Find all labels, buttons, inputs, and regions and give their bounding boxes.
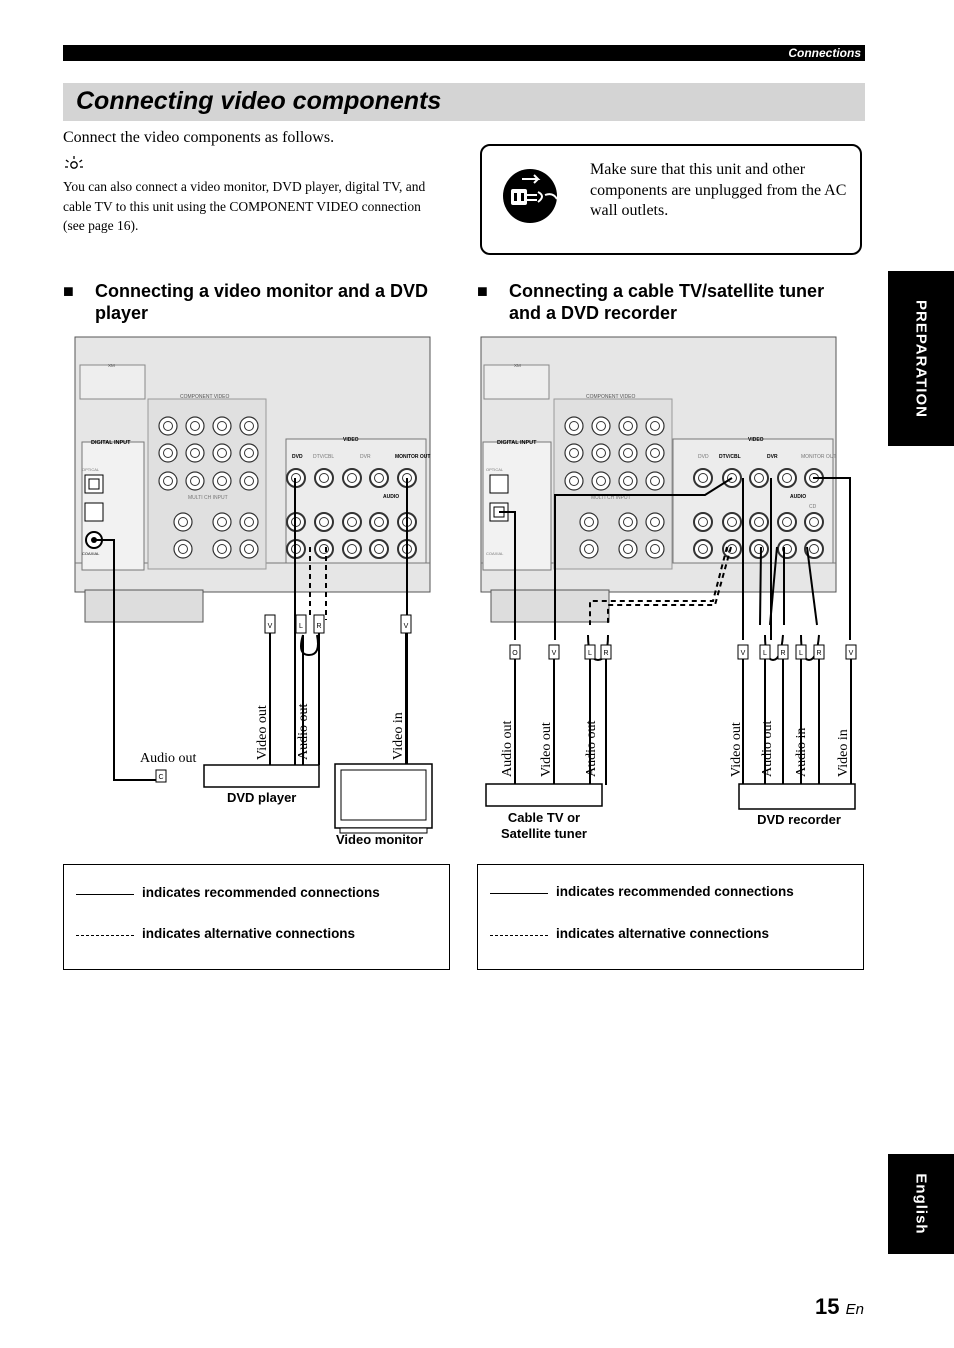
intro-text: Connect the video components as follows. (63, 129, 335, 146)
rca-jack (592, 444, 610, 462)
rca-jack (694, 540, 712, 558)
panel-label-dvr: DVR (767, 454, 778, 460)
plug-label: L (799, 650, 803, 657)
plug-label: L (763, 650, 767, 657)
header-section-label: Connections (788, 46, 861, 60)
rca-jack (213, 444, 231, 462)
plug-label: C (158, 774, 164, 781)
rca-jack (240, 444, 258, 462)
rca-jack (778, 469, 796, 487)
panel-label-monitor-out: MONITOR OUT (395, 454, 431, 460)
panel-label-video: VIDEO (343, 437, 359, 443)
rca-jack (186, 472, 204, 490)
rca-jack (723, 513, 741, 531)
panel-label-component-video: COMPONENT VIDEO (586, 394, 636, 400)
rca-jack (646, 472, 664, 490)
panel-label-xm: XM (108, 363, 115, 368)
plug-label: R (780, 650, 786, 657)
solid-line-icon (490, 893, 548, 894)
rca-jack (565, 472, 583, 490)
rca-jack (240, 513, 258, 531)
receiver-rear-panel (75, 337, 430, 622)
panel-label-optical: OPTICAL (486, 467, 504, 472)
rca-jack (159, 417, 177, 435)
rca-jack (694, 513, 712, 531)
panel-label-audio: AUDIO (383, 494, 400, 500)
rca-jack (805, 513, 823, 531)
rca-jack (750, 540, 768, 558)
panel-label-dtv-cbl: DTV/CBL (719, 454, 741, 460)
plug-label: V (848, 650, 854, 657)
rca-jack (213, 417, 231, 435)
plug-label: L (299, 623, 303, 630)
sidetab-preparation: PREPARATION (888, 271, 954, 446)
rca-jack (315, 540, 333, 558)
rca-jack (186, 444, 204, 462)
rca-jack (646, 513, 664, 531)
rca-jack (778, 540, 796, 558)
rca-jack (750, 469, 768, 487)
label-video-in: Video in (836, 729, 851, 777)
label-audio-out: Audio out (500, 720, 515, 777)
label-audio-in: Audio in (794, 727, 809, 777)
label-dvd-recorder: DVD recorder (757, 812, 841, 827)
panel-label-dvr: DVR (360, 454, 371, 460)
rca-jack (343, 469, 361, 487)
dashed-line-icon (76, 935, 134, 936)
panel-label-dvd: DVD (292, 454, 303, 460)
label-satellite-tuner: Satellite tuner (501, 826, 587, 841)
title-bar (63, 83, 865, 121)
label-video-out: Video out (539, 722, 554, 777)
panel-label-audio: AUDIO (790, 494, 807, 500)
rca-jack (694, 469, 712, 487)
rca-jack (592, 472, 610, 490)
rca-jack (750, 513, 768, 531)
rca-jack (778, 513, 796, 531)
unplug-icon (500, 165, 562, 227)
rca-jack (580, 540, 598, 558)
rca-jack (343, 513, 361, 531)
panel-label-video: VIDEO (748, 437, 764, 443)
rca-jack (565, 444, 583, 462)
rca-jack (315, 513, 333, 531)
square-bullet-icon: ■ (63, 281, 74, 301)
rca-jack (646, 417, 664, 435)
dvd-player-device (204, 765, 319, 787)
diagram-cable-tv-dvd-recorder (470, 335, 870, 855)
plug-label: O (512, 650, 518, 657)
label-cable-tv: Cable TV or (507, 810, 581, 825)
header-bar (63, 45, 865, 61)
plug-label: R (316, 623, 322, 630)
panel-label-multi-ch: MULTI CH INPUT (591, 495, 631, 501)
rca-jack (159, 444, 177, 462)
plug-label: V (267, 623, 273, 630)
label-audio-out-2: Audio out (584, 720, 599, 777)
lightbulb-tip-icon (64, 155, 84, 173)
rca-jack (619, 417, 637, 435)
rca-jack (213, 513, 231, 531)
plug-label: V (551, 650, 557, 657)
panel-label-coaxial: COAXIAL (82, 551, 100, 556)
tip-text: You can also connect a video monitor, DVD player, digital TV, and cable TV to this unit using the COMPONENT VIDEO connection (see page 16). (63, 179, 426, 233)
panel-label-coaxial: COAXIAL (486, 551, 504, 556)
rca-jack (646, 540, 664, 558)
panel-label-monitor-out: MONITOR OUT (801, 454, 837, 460)
plug-label: L (588, 650, 592, 657)
rca-jack (213, 540, 231, 558)
plug-label: V (740, 650, 746, 657)
rca-jack (240, 540, 258, 558)
warning-text: Make sure that this unit and other components are unplugged from the AC wall outlets. (590, 161, 847, 219)
rca-jack (565, 417, 583, 435)
plug-label: V (403, 623, 409, 630)
panel-label-component-video: COMPONENT VIDEO (180, 394, 230, 400)
dvd-recorder-device (739, 784, 855, 809)
sidetab-english: English (888, 1154, 954, 1254)
rca-jack (174, 513, 192, 531)
legend-left: indicates recommended connections indicates alternative connections (63, 864, 450, 970)
panel-label-digital-input: DIGITAL INPUT (91, 440, 131, 446)
panel-label-dtv-cbl: DTV/CBL (313, 454, 335, 460)
label-audio-out: Audio out (140, 751, 197, 766)
rca-jack (592, 417, 610, 435)
rca-jack (159, 472, 177, 490)
panel-label-optical: OPTICAL (82, 467, 100, 472)
rca-jack (619, 472, 637, 490)
section-heading-right: ■ Connecting a cable TV/satellite tuner and a DVD recorder (477, 281, 825, 323)
diagram-monitor-dvd-player (60, 335, 460, 855)
label-video-in: Video in (391, 712, 406, 760)
square-bullet-icon: ■ (477, 281, 488, 301)
rca-jack (240, 417, 258, 435)
rca-jack (619, 513, 637, 531)
rca-jack (240, 472, 258, 490)
rca-jack (646, 444, 664, 462)
rca-jack (370, 469, 388, 487)
page-title: Connecting video components (76, 87, 442, 115)
rca-jack (370, 540, 388, 558)
rca-jack (186, 417, 204, 435)
rca-jack (213, 472, 231, 490)
rca-jack (619, 444, 637, 462)
label-dvd-player: DVD player (227, 790, 297, 805)
label-audio-out-2: Audio out (296, 703, 311, 760)
label-video-out: Video out (255, 705, 270, 760)
rca-jack (174, 540, 192, 558)
page-number: 15 En (815, 1294, 864, 1319)
label-video-monitor: Video monitor (336, 832, 424, 847)
label-video-out-2: Video out (729, 722, 744, 777)
rca-jack (580, 513, 598, 531)
rca-jack (619, 540, 637, 558)
rca-jack (370, 513, 388, 531)
panel-label-dvd: DVD (698, 454, 709, 460)
plug-label: R (816, 650, 822, 657)
cable-tv-device (486, 784, 602, 806)
section-heading-left: ■ Connecting a video monitor and a DVD player (63, 281, 429, 323)
label-audio-out-3: Audio out (760, 720, 775, 777)
solid-line-icon (76, 894, 134, 895)
dashed-line-icon (490, 935, 548, 936)
panel-label-multi-ch: MULTI CH INPUT (188, 495, 228, 501)
plug-label: R (603, 650, 609, 657)
panel-label-cd: CD (809, 504, 817, 510)
legend-right: indicates recommended connections indicates alternative connections (477, 864, 864, 970)
rca-jack (343, 540, 361, 558)
rca-jack (315, 469, 333, 487)
panel-label-xm: XM (514, 363, 521, 368)
panel-label-digital-input: DIGITAL INPUT (497, 440, 537, 446)
